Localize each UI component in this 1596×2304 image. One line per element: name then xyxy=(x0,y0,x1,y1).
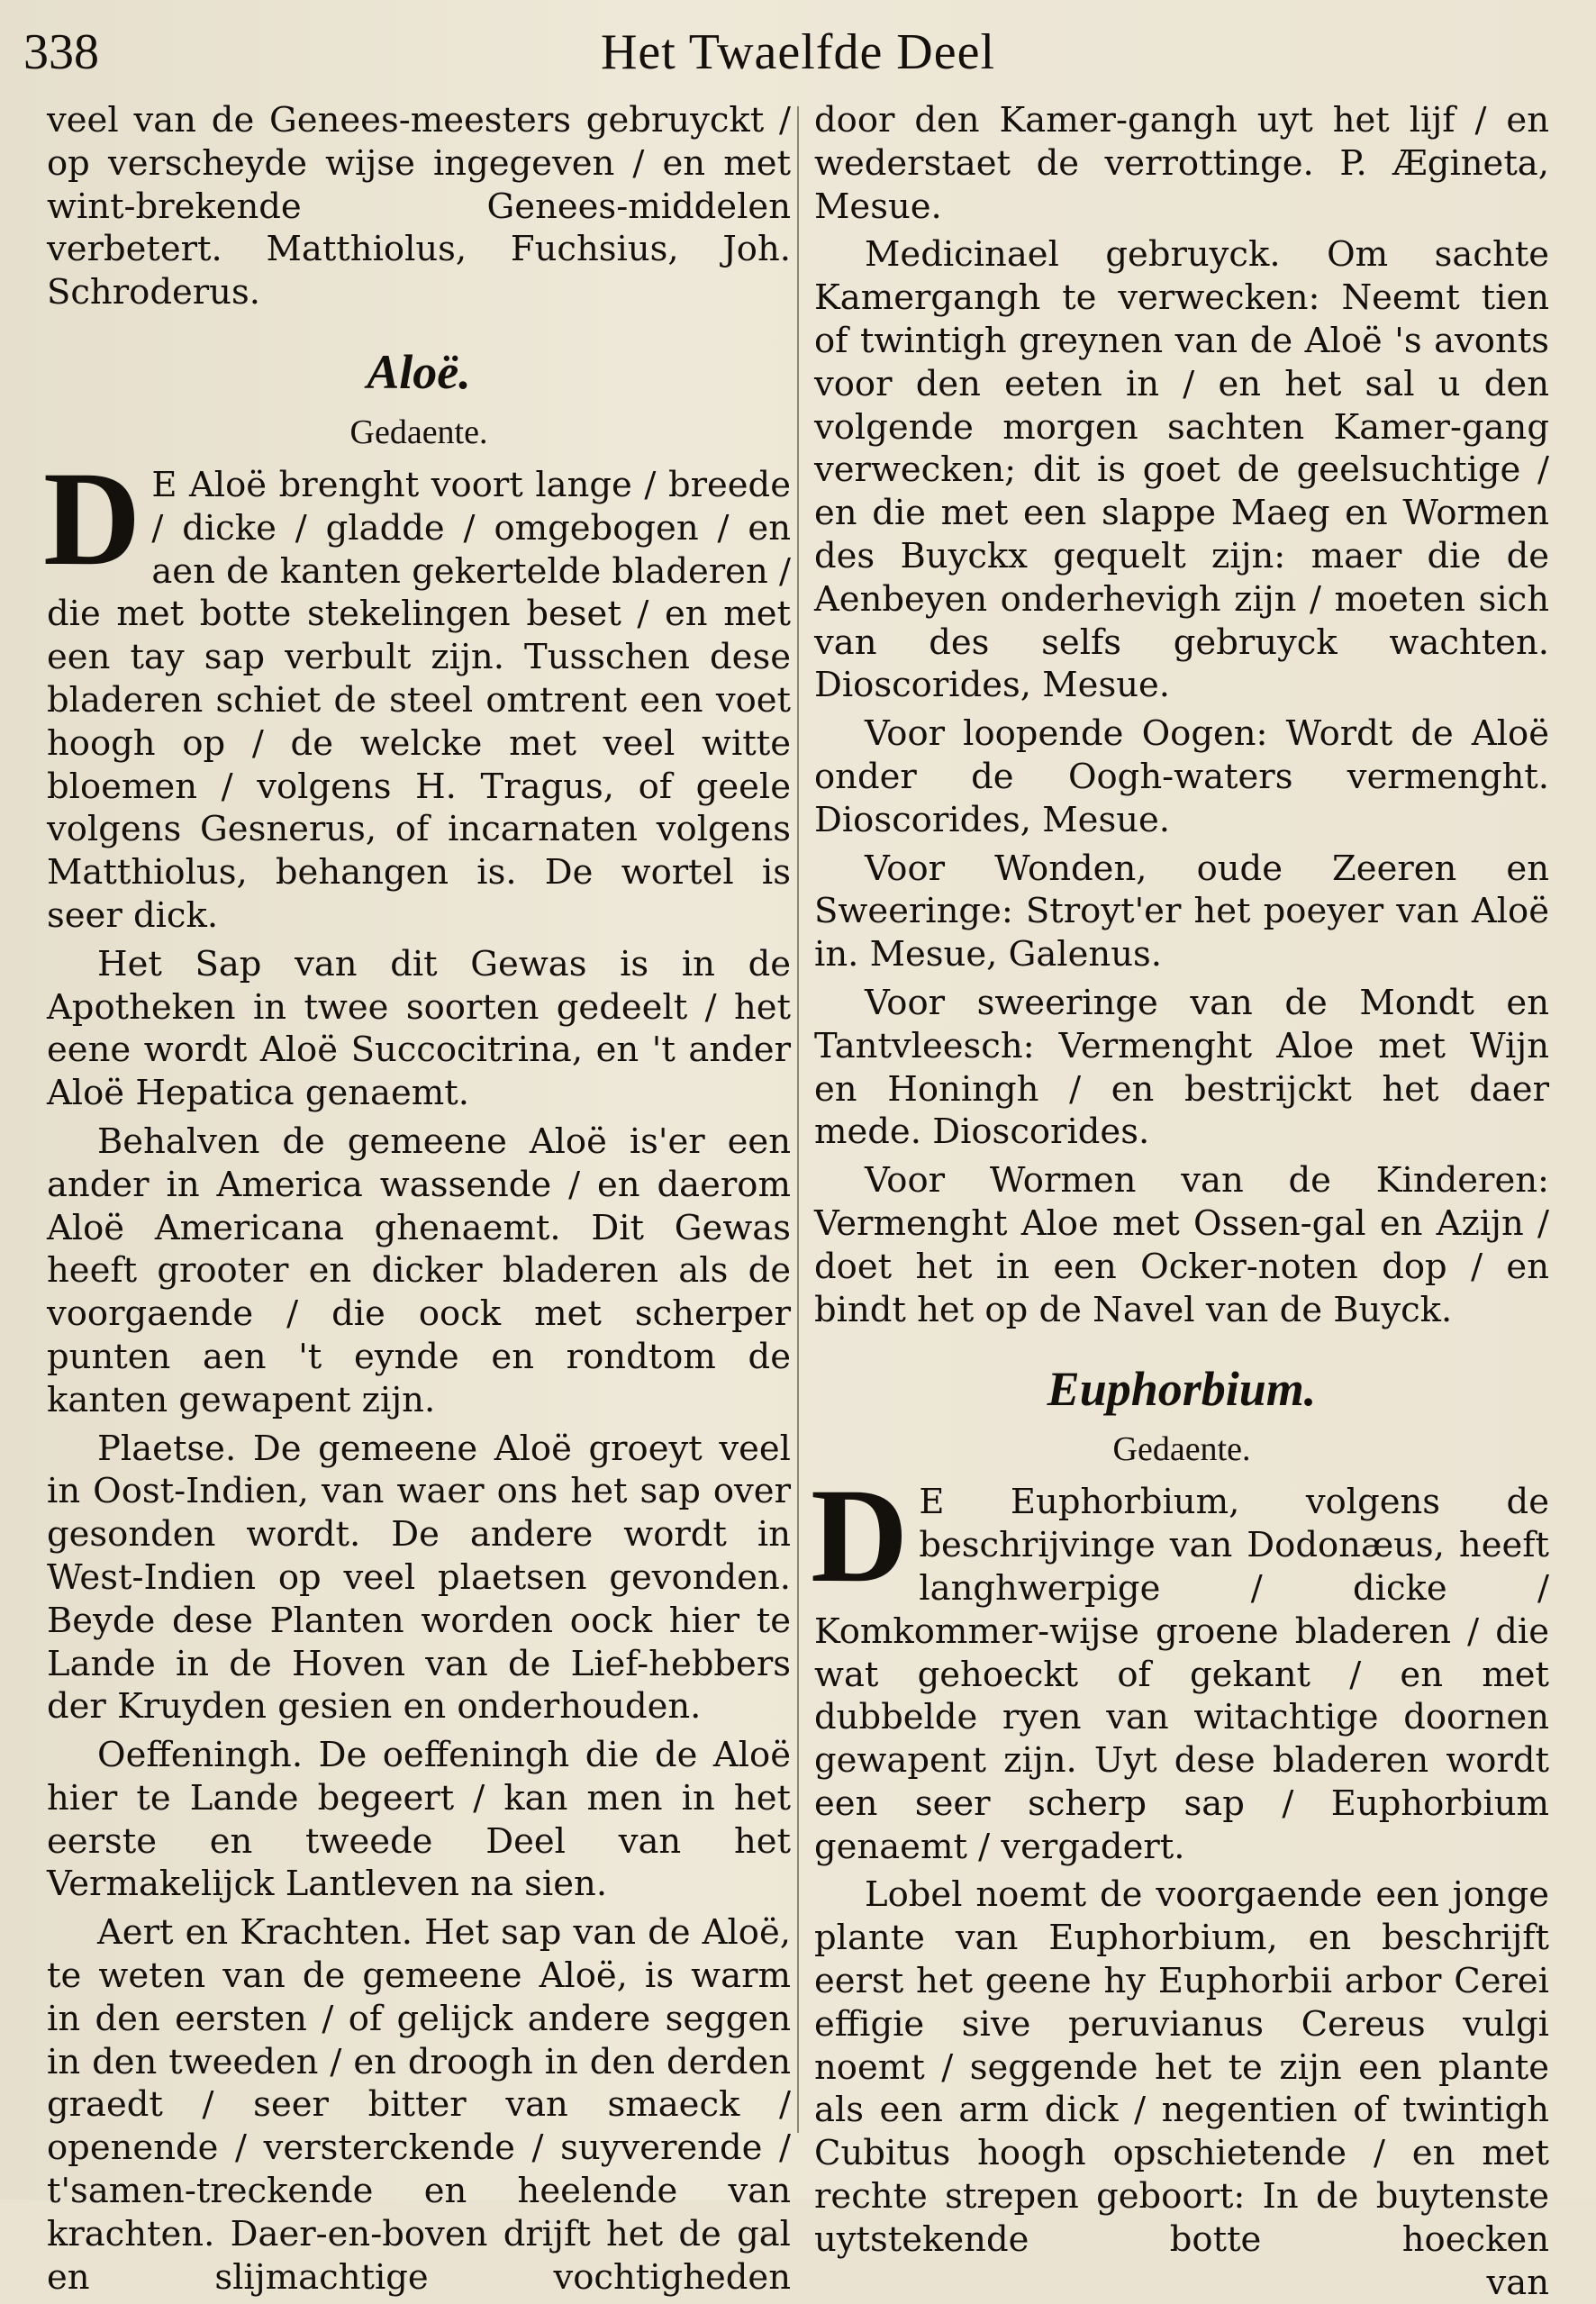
left-column xyxy=(43,99,791,2299)
aloe-description-paragraph: E Aloë brenght voort lange / breede / dicke / gladde / omgebogen / en aen de kanten gekertelde bladeren / die met botte stekelingen beset / en met een tay sap verbult zijn. Tusschen dese bladeren schiet de steel omtrent een voet hoogh op / de welcke met veel witte bloemen / volgens H. Tragus, of geele volgens Gesnerus, of incarnaten volgens Matthiolus, behangen is. De wortel is seer dick. xyxy=(47,464,791,936)
catchword: van xyxy=(1486,2262,1549,2303)
right-continuation-paragraph: door den Kamer-gangh uyt het lijf / en wederstaet de verrottinge. P. Ægineta, Mesue. xyxy=(814,100,1549,227)
aloe-subhead: Gedaente. xyxy=(349,413,488,451)
euphorbium-description-paragraph: E Euphorbium, volgens de beschrijvinge van Dodonæus, heeft langhwerpige / dicke / Komkommer-wijse groene bladeren / die wat gehoeckt of gekant / en met dubbelde ryen van witachtige doornen gewapent zijn. Uyt dese bladeren wordt een seer scherp sap / Euphorbium genaemt / vergadert. xyxy=(814,1482,1549,1867)
euphorbium-title: Euphorbium. xyxy=(1047,1362,1317,1417)
aloe-oeffeningh-paragraph: Oeffeningh. De oeffeningh die de Aloë hier te Lande begeert / kan men in het eerste en tweede Deel van het Vermakelijck Lantleven na sien. xyxy=(47,1735,791,1905)
drop-cap: D xyxy=(43,443,141,594)
mondt-paragraph: Voor sweeringe van de Mondt en Tantvleesch: Vermenght Aloe met Wijn en Honingh / en bestrijckt het daer mede. Dioscorides. xyxy=(814,982,1549,1153)
aloe-sap-paragraph: Het Sap van dit Gewas is in de Apotheken in twee soorten gedeelt / het eene wordt Aloë Succocitrina, en 't ander Aloë Hepatica genaemt. xyxy=(47,943,791,1114)
aloe-title: Aloë. xyxy=(367,344,471,399)
left-intro-paragraph: veel van de Genees-meesters gebruyckt / op verscheyde wijse ingegeven / en met wint-brekende Genees-middelen verbetert. Matthiolus, Fuchsius, Joh. Schroderus. xyxy=(47,100,791,313)
medicinael-gebruyck-paragraph: Medicinael gebruyck. Om sachte Kamergangh te verwecken: Neemt tien of twintigh greynen van de Aloë 's avonts voor den eeten in / en het sal u den volgende morgen sachten Kamer-gang verwecken; dit is goet de geelsuchtige / en die met een slappe Maeg en Wormen des Buyckx gequelt zijn: maer die de Aenbeyen onderhevigh zijn / moeten sich van des selfs gebruyck wachten. Dioscorides, Mesue. xyxy=(814,234,1549,706)
column-divider xyxy=(797,106,799,2133)
right-column xyxy=(811,99,1549,2304)
loopende-oogen-paragraph: Voor loopende Oogen: Wordt de Aloë onder de Oogh-waters vermenght. Dioscorides, Mesue. xyxy=(814,713,1549,840)
aloe-americana-paragraph: Behalven de gemeene Aloë is'er een ander in America wassende / en daerom Aloë Americana ghenaemt. Dit Gewas heeft grooter en dicker bladeren als de voorgaende / die oock met scherper punten aen 't eynde en rondtom de kanten gewapent zijn. xyxy=(47,1120,791,1420)
aloe-krachten-paragraph: Aert en Krachten. Het sap van de Aloë, te weten van de gemeene Aloë, is warm in den eersten / of gelijck andere seggen in den tweeden / en droogh in den derden graedt / seer bitter van smaeck / openende / versterckende / suyverende / t'samen-treckende en heelende van krachten. Daer-en-boven drijft het de gal en slijmachtige vochtigheden xyxy=(47,1912,791,2298)
page-number: 338 xyxy=(23,24,99,80)
wonden-paragraph: Voor Wonden, oude Zeeren en Sweeringe: Stroyt'er het poeyer van Aloë in. Mesue, Galenus. xyxy=(814,848,1549,975)
euphorbium-subhead: Gedaente. xyxy=(1112,1430,1251,1469)
wormen-paragraph: Voor Wormen van de Kinderen: Vermenght Aloe met Ossen-gal en Azijn / doet het in een Ocker-noten dop / en bindt het op de Navel van de Buyck. xyxy=(814,1160,1549,1330)
drop-cap: D xyxy=(811,1461,909,1611)
running-head: Het Twaelfde Deel xyxy=(600,24,996,80)
page-header xyxy=(0,20,1596,110)
lobel-paragraph: Lobel noemt de voorgaende een jonge plante van Euphorbium, en beschrijft eerst het geene hy Euphorbii arbor Cerei effigie sive peruvianus Cereus vulgi noemt / seggende het te zijn een plante als een arm dick / negentien of twintigh Cubitus hoogh opschietende / en met rechte strepen geboort: In de buytenste uytstekende botte hoecken xyxy=(814,1874,1549,2260)
aloe-plaetse-paragraph: Plaetse. De gemeene Aloë groeyt veel in Oost-Indien, van waer ons het sap over gesonden wordt. De andere wordt in West-Indien op veel plaetsen gevonden. Beyde dese Planten worden oock hier te Lande in de Hoven van de Lief-hebbers der Kruyden gesien en onderhouden. xyxy=(47,1428,791,1728)
